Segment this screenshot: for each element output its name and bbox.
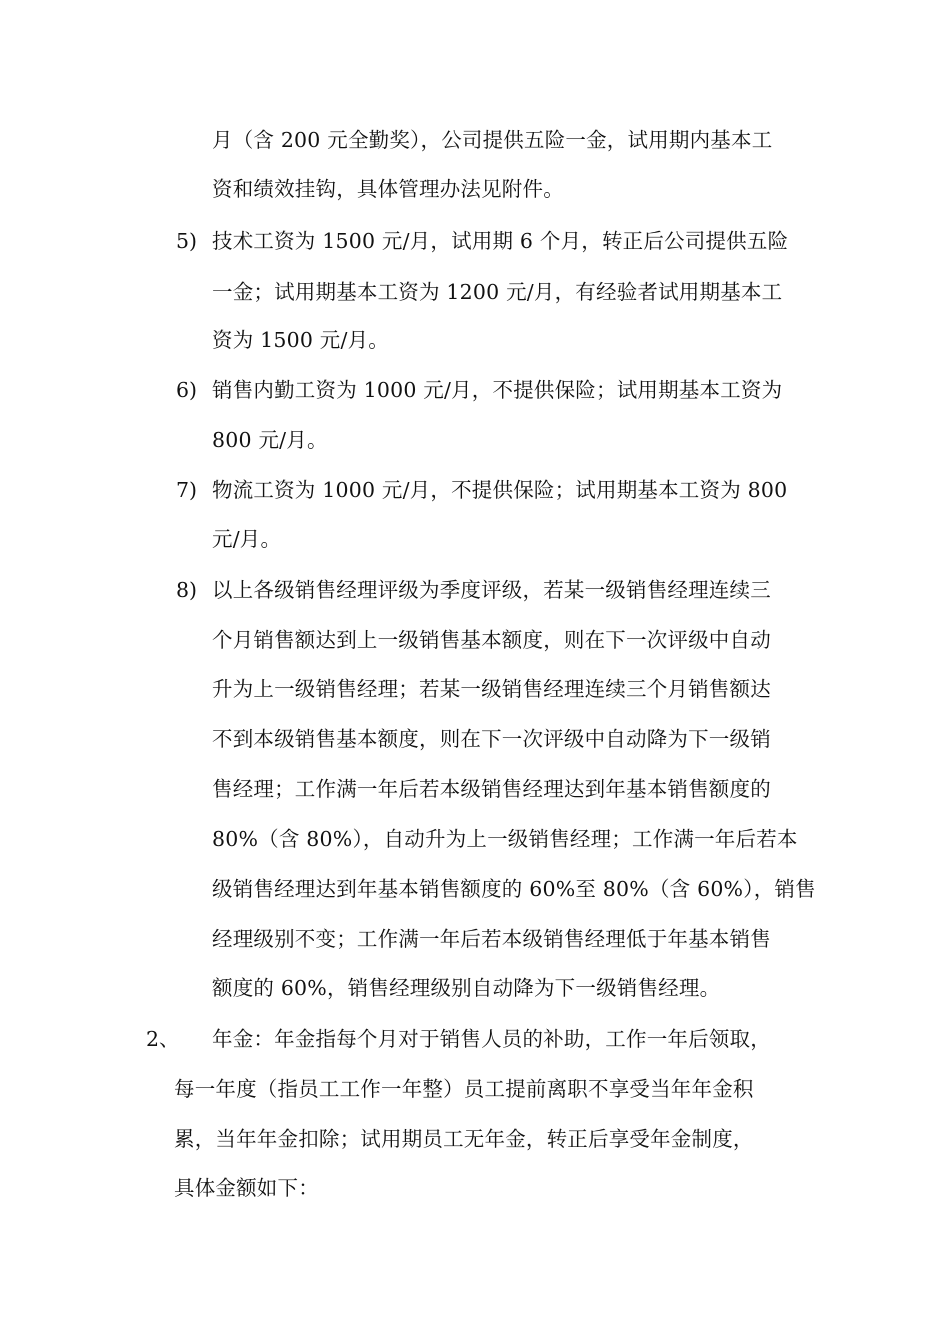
list-item-line: 升为上一级销售经理；若某一级销售经理连续三个月销售额达 [212, 677, 771, 701]
list-item-line: 额度的 60%，销售经理级别自动降为下一级销售经理。 [212, 976, 721, 1000]
paragraph-line: 具体金额如下： [174, 1176, 319, 1200]
list-marker: 8) [176, 578, 198, 602]
list-item-line: 资为 1500 元/月。 [212, 328, 390, 352]
section-heading-line: 年金：年金指每个月对于销售人员的补助，工作一年后领取， [212, 1027, 771, 1051]
paragraph-line: 累，当年年金扣除；试用期员工无年金，转正后享受年金制度， [174, 1127, 754, 1151]
list-marker: 6) [176, 378, 198, 402]
list-item-line: 经理级别不变；工作满一年后若本级销售经理低于年基本销售 [212, 927, 771, 951]
list-marker: 5) [176, 229, 198, 253]
list-item-line: 80%（含 80%），自动升为上一级销售经理；工作满一年后若本 [212, 827, 798, 851]
list-item-line: 物流工资为 1000 元/月，不提供保险；试用期基本工资为 800 [212, 478, 788, 502]
list-marker: 7) [176, 478, 198, 502]
paragraph-line: 月（含 200 元全勤奖），公司提供五险一金，试用期内基本工 [212, 128, 773, 152]
list-item-line: 个月销售额达到上一级销售基本额度，则在下一次评级中自动 [212, 628, 771, 652]
paragraph-line: 每一年度（指员工工作一年整）员工提前离职不享受当年年金积 [174, 1077, 754, 1101]
list-item-line: 一金；试用期基本工资为 1200 元/月，有经验者试用期基本工 [212, 280, 783, 304]
list-item-line: 销售内勤工资为 1000 元/月，不提供保险；试用期基本工资为 [212, 378, 783, 402]
list-item-line: 元/月。 [212, 527, 282, 551]
list-item-line: 以上各级销售经理评级为季度评级，若某一级销售经理连续三 [212, 578, 771, 602]
paragraph-line: 资和绩效挂钩，具体管理办法见附件。 [212, 177, 564, 201]
list-item-line: 售经理；工作满一年后若本级销售经理达到年基本销售额度的 [212, 777, 771, 801]
list-item-line: 级销售经理达到年基本销售额度的 60%至 80%（含 60%），销售 [212, 877, 816, 901]
list-item-line: 不到本级销售基本额度，则在下一次评级中自动降为下一级销 [212, 727, 771, 751]
section-marker: 2、 [146, 1027, 180, 1051]
list-item-line: 技术工资为 1500 元/月，试用期 6 个月，转正后公司提供五险 [212, 229, 789, 253]
list-item-line: 800 元/月。 [212, 428, 328, 452]
